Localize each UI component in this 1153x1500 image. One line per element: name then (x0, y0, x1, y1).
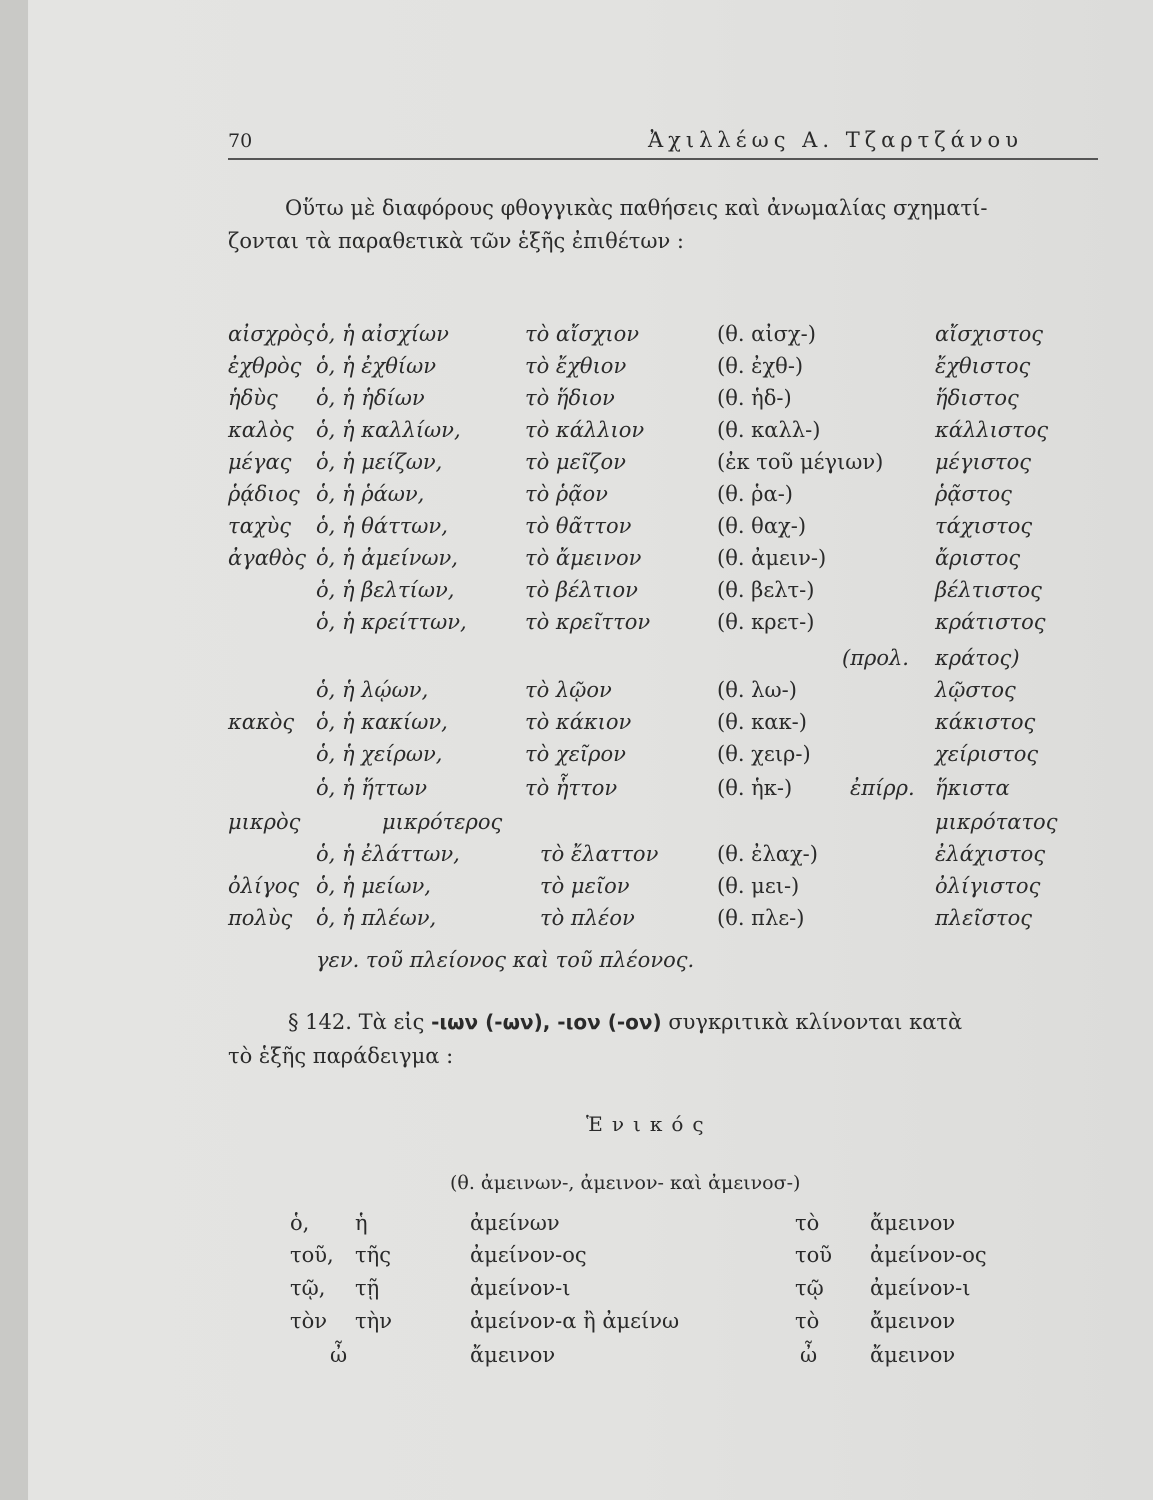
comp-row-17-neuter: τὸ μεῖον (540, 874, 630, 898)
comp-row-3-superlative: κάλλιστος (935, 418, 1049, 442)
comp-row-5-comparative: ὁ, ἡ ῥάων, (316, 482, 425, 506)
decl-row-2-neut-article: τῷ (795, 1276, 824, 1300)
comp-row-0-theme: (θ. αἰσχ-) (717, 322, 816, 346)
comp-row-2-neuter: τὸ ἥδιον (525, 386, 615, 410)
decl-row-1-neut-article: τοῦ (795, 1243, 833, 1267)
running-title: Ἀχιλλέως Α. Τζαρτζάνου (648, 128, 1023, 152)
comp-row-12-superlative: κάκιστος (935, 710, 1036, 734)
comp-row-7-positive: ἀγαθὸς (228, 546, 306, 570)
comp-row-13-neuter: τὸ χεῖρον (525, 742, 626, 766)
comp-row-0-comparative: ὁ, ἡ αἰσχίων (316, 322, 449, 346)
decl-row-0-fem-article: ἡ (355, 1211, 368, 1235)
section-text-a: Τὰ εἰς (358, 1010, 425, 1034)
page-number: 70 (228, 130, 253, 152)
comp-row-2-comparative: ὁ, ἡ ἡδίων (316, 386, 425, 410)
comp-row-18-neuter: τὸ πλέον (540, 906, 635, 930)
comp-row-16-neuter: τὸ ἔλαττον (540, 842, 659, 866)
comp-row-17-theme: (θ. μει-) (717, 874, 800, 898)
comp-row-14-comparative: ὁ, ἡ ἥττων (316, 776, 427, 800)
comp-row-9-superlative: κράτιστος (935, 610, 1046, 634)
comp-row-6-theme: (θ. θαχ-) (717, 514, 807, 538)
decl-row-2-masc-article: τῷ, (290, 1276, 326, 1300)
decl-row-4-fem-article: ὦ (330, 1343, 348, 1367)
comp-row-1-comparative: ὁ, ἡ ἐχθίων (316, 354, 437, 378)
comp-row-16-superlative: ἐλάχιστος (935, 842, 1046, 866)
comp-row-18-comparative: ὁ, ἡ πλέων, (316, 906, 437, 930)
comp-row-9-neuter: τὸ κρεῖττον (525, 610, 651, 634)
comp-row-12-neuter: τὸ κάκιον (525, 710, 632, 734)
comp-row-12-comparative: ὁ, ἡ κακίων, (316, 710, 448, 734)
comp-row-8-theme: (θ. βελτ-) (717, 578, 815, 602)
decl-row-0-neuter-form: ἄμεινον (870, 1211, 956, 1235)
comp-row-9-comparative: ὁ, ἡ κρείττων, (316, 610, 467, 634)
comp-row-1-neuter: τὸ ἔχθιον (525, 354, 627, 378)
section-text-b: συγκριτικὰ κλίνονται κατὰ (668, 1010, 963, 1034)
section-number: § 142. (288, 1010, 352, 1034)
comp-row-14-note: ἐπίρρ. (850, 776, 915, 800)
comp-row-1-positive: ἐχθρὸς (228, 354, 302, 378)
decl-row-2-fem-article: τῇ (355, 1276, 380, 1300)
decl-row-2-form: ἀμείνον-ι (470, 1276, 571, 1300)
comp-row-0-superlative: αἴσχιστος (935, 322, 1044, 346)
comp-row-15-comparative: μικρότερος (382, 810, 503, 834)
comp-row-5-neuter: τὸ ῥᾷον (525, 482, 608, 506)
comp-row-0-neuter: τὸ αἴσχιον (525, 322, 640, 346)
comp-row-1-theme: (θ. ἐχθ-) (717, 354, 804, 378)
comp-row-18-superlative: πλεῖστος (935, 906, 1032, 930)
comp-row-11-comparative: ὁ, ἡ λῴων, (316, 678, 429, 702)
comp-row-2-superlative: ἥδιστος (935, 386, 1019, 410)
comp-row-8-comparative: ὁ, ἡ βελτίων, (316, 578, 455, 602)
singular-heading: Ἑνικός (586, 1112, 713, 1136)
comp-row-10-note: (προλ. (842, 646, 909, 670)
decl-row-3-masc-article: τὸν (290, 1309, 328, 1333)
decl-row-4-form: ἄμεινον (470, 1343, 556, 1367)
comp-row-5-positive: ῥᾴδιος (228, 482, 300, 506)
genitive-note: γεν. τοῦ πλείονος καὶ τοῦ πλέονος. (316, 948, 695, 972)
comp-row-8-neuter: τὸ βέλτιον (525, 578, 638, 602)
comp-row-3-neuter: τὸ κάλλιον (525, 418, 645, 442)
comp-row-4-superlative: μέγιστος (935, 450, 1032, 474)
comp-row-10-superlative: κράτος) (935, 646, 1020, 670)
comp-row-18-positive: πολὺς (228, 906, 293, 930)
comp-row-16-theme: (θ. ἐλαχ-) (717, 842, 818, 866)
decl-row-2-neuter-form: ἀμείνον-ι (870, 1276, 971, 1300)
comp-row-13-superlative: χείριστος (935, 742, 1039, 766)
comp-row-6-positive: ταχὺς (228, 514, 292, 538)
intro-line-1: Οὕτω μὲ διαφόρους φθογγικὰς παθήσεις καὶ ἀνωμαλίας σχηματί- (285, 196, 988, 220)
comp-row-5-superlative: ῥᾷστος (935, 482, 1012, 506)
comp-row-6-comparative: ὁ, ἡ θάττων, (316, 514, 448, 538)
comp-row-6-neuter: τὸ θᾶττον (525, 514, 632, 538)
comp-row-2-positive: ἡδὺς (228, 386, 278, 410)
comp-row-15-superlative: μικρότατος (935, 810, 1058, 834)
comp-row-14-neuter: τὸ ἧττον (525, 776, 618, 800)
comp-row-3-positive: καλὸς (228, 418, 294, 442)
decl-row-3-form: ἀμείνον-α ἢ ἀμείνω (470, 1309, 680, 1333)
decl-row-3-fem-article: τὴν (355, 1309, 392, 1333)
decl-row-4-neut-article: ὦ (800, 1343, 818, 1367)
comp-row-11-theme: (θ. λω-) (717, 678, 797, 702)
decl-row-0-neut-article: τὸ (795, 1211, 820, 1235)
comp-row-4-neuter: τὸ μεῖζον (525, 450, 626, 474)
comp-row-14-theme: (θ. ἡκ-) (717, 776, 793, 800)
comp-row-17-superlative: ὀλίγιστος (935, 874, 1041, 898)
decl-row-3-neut-article: τὸ (795, 1309, 820, 1333)
page-spine-shadow (0, 0, 28, 1500)
decl-row-1-fem-article: τῆς (355, 1243, 391, 1267)
comp-row-8-superlative: βέλτιστος (935, 578, 1042, 602)
comp-row-17-positive: ὀλίγος (228, 874, 300, 898)
comp-row-15-positive: μικρὸς (228, 810, 301, 834)
header-rule (228, 158, 1098, 160)
comp-row-4-positive: μέγας (228, 450, 292, 474)
comp-row-7-superlative: ἄριστος (935, 546, 1021, 570)
comp-row-3-theme: (θ. καλλ-) (717, 418, 821, 442)
section-142-line-1 (288, 1010, 962, 1034)
decl-row-1-masc-article: τοῦ, (290, 1243, 334, 1267)
comp-row-17-comparative: ὁ, ἡ μείων, (316, 874, 431, 898)
comp-row-7-theme: (θ. ἀμειν-) (717, 546, 827, 570)
comp-row-4-theme: (ἐκ τοῦ μέγιων) (717, 450, 884, 474)
comp-row-0-positive: αἰσχρὸς (228, 322, 315, 346)
comp-row-11-superlative: λῷστος (935, 678, 1016, 702)
comp-row-2-theme: (θ. ἡδ-) (717, 386, 792, 410)
decl-row-0-form: ἀμείνων (470, 1211, 560, 1235)
comp-row-12-positive: κακὸς (228, 710, 295, 734)
comp-row-13-theme: (θ. χειρ-) (717, 742, 811, 766)
comp-row-4-comparative: ὁ, ἡ μείζων, (316, 450, 443, 474)
decl-row-0-masc-article: ὁ, (290, 1211, 310, 1235)
section-endings: -ιων (-ων), -ιον (-ον) (431, 1010, 662, 1034)
intro-line-2: ζονται τὰ παραθετικὰ τῶν ἑξῆς ἐπιθέτων : (228, 229, 684, 253)
comp-row-11-neuter: τὸ λῷον (525, 678, 612, 702)
comp-row-9-theme: (θ. κρετ-) (717, 610, 815, 634)
comp-row-1-superlative: ἔχθιστος (935, 354, 1031, 378)
comp-row-6-superlative: τάχιστος (935, 514, 1033, 538)
comp-row-13-comparative: ὁ, ἡ χείρων, (316, 742, 443, 766)
decl-row-3-neuter-form: ἄμεινον (870, 1309, 956, 1333)
comp-row-18-theme: (θ. πλε-) (717, 906, 805, 930)
section-142-line-2: τὸ ἑξῆς παράδειγμα : (228, 1044, 454, 1068)
comp-row-16-comparative: ὁ, ἡ ἐλάττων, (316, 842, 460, 866)
decl-row-4-neuter-form: ἄμεινον (870, 1343, 956, 1367)
comp-row-3-comparative: ὁ, ἡ καλλίων, (316, 418, 461, 442)
decl-row-1-neuter-form: ἀμείνον-ος (870, 1243, 987, 1267)
decl-row-1-form: ἀμείνον-ος (470, 1243, 587, 1267)
comp-row-5-theme: (θ. ῥα-) (717, 482, 794, 506)
stems-note: (θ. ἀμεινων-, ἀμεινον- καὶ ἀμεινοσ-) (450, 1172, 801, 1194)
comp-row-14-superlative: ἥκιστα (935, 776, 1010, 800)
comp-row-7-neuter: τὸ ἄμεινον (525, 546, 642, 570)
comp-row-7-comparative: ὁ, ἡ ἀμείνων, (316, 546, 458, 570)
comp-row-12-theme: (θ. κακ-) (717, 710, 807, 734)
